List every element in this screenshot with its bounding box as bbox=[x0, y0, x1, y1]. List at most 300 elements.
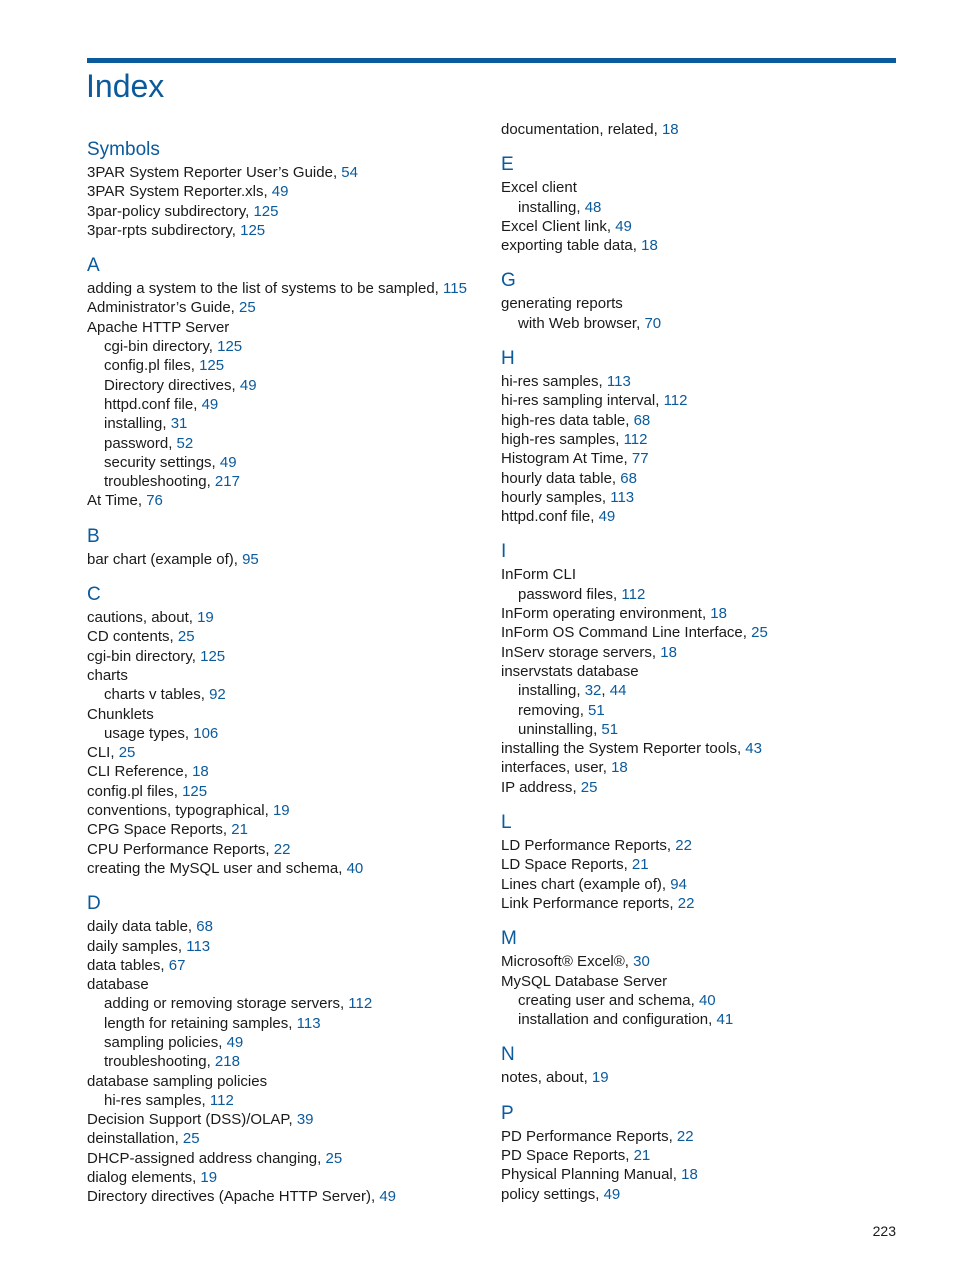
index-section-continued bbox=[501, 120, 906, 139]
page-link[interactable]: 125 bbox=[217, 338, 243, 356]
entry-separator: , bbox=[583, 1069, 592, 1087]
page-link[interactable]: 18 bbox=[661, 121, 679, 138]
entry-term: daily samples bbox=[87, 937, 178, 955]
page-link[interactable]: 68 bbox=[620, 469, 637, 487]
page-link[interactable]: 18 bbox=[681, 1166, 698, 1184]
entry-separator: , bbox=[593, 720, 602, 738]
entry-separator: , bbox=[672, 1166, 682, 1184]
entry-term: 3par-rpts subdirectory bbox=[87, 221, 232, 239]
entry-separator: , bbox=[636, 314, 645, 332]
entry-separator: , bbox=[666, 837, 676, 855]
index-entry bbox=[501, 1146, 906, 1165]
index-entry bbox=[501, 836, 906, 855]
page-link[interactable]: 113 bbox=[606, 373, 631, 391]
page-link[interactable]: 40 bbox=[698, 991, 716, 1009]
index-section-i bbox=[501, 540, 906, 797]
index-subentry bbox=[87, 1014, 492, 1033]
entry-separator: , bbox=[162, 415, 171, 433]
page-link[interactable]: 22 bbox=[675, 837, 692, 855]
entry-term: cautions, about bbox=[87, 609, 189, 627]
entry-term: usage types bbox=[104, 724, 185, 742]
entry-separator: , bbox=[613, 585, 622, 603]
entry-term: Directory directives (Apache HTTP Server) bbox=[87, 1188, 371, 1206]
entry-separator: , bbox=[690, 991, 699, 1009]
index-section-e bbox=[501, 153, 906, 255]
page-link[interactable]: 113 bbox=[296, 1014, 321, 1032]
page-link[interactable]: 92 bbox=[209, 686, 226, 704]
entry-term: daily data table bbox=[87, 918, 188, 936]
entry-term: Histogram At Time bbox=[501, 450, 624, 468]
entry-term: documentation, related bbox=[501, 121, 654, 138]
entry-term: Excel client bbox=[501, 179, 577, 197]
page-link[interactable]: 125 bbox=[200, 647, 226, 665]
page-link[interactable]: 44 bbox=[609, 682, 627, 700]
index-entry bbox=[501, 894, 906, 913]
entry-separator: , bbox=[624, 953, 634, 971]
index-entry bbox=[87, 743, 492, 762]
index-entry bbox=[501, 1165, 906, 1184]
entry-term: hourly samples bbox=[501, 488, 602, 506]
page-link[interactable]: 18 bbox=[192, 763, 209, 781]
entry-separator: , bbox=[211, 453, 220, 471]
entry-term: InForm operating environment bbox=[501, 605, 702, 623]
entry-term: cgi-bin directory bbox=[87, 647, 192, 665]
page-link[interactable]: 25 bbox=[580, 778, 598, 796]
index-entry bbox=[501, 623, 906, 642]
entry-separator: , bbox=[230, 299, 240, 317]
page-link[interactable]: 48 bbox=[584, 198, 602, 216]
entry-term: hi-res sampling interval bbox=[501, 392, 656, 410]
entry-term: At Time bbox=[87, 492, 138, 510]
page-link[interactable]: 49 bbox=[603, 1185, 621, 1203]
entry-separator: , bbox=[265, 840, 274, 858]
index-section-l bbox=[501, 811, 906, 913]
index-entry bbox=[87, 647, 492, 666]
entry-term: generating reports bbox=[501, 295, 623, 313]
index-entry bbox=[87, 1110, 492, 1129]
entry-term: InForm OS Command Line Interface bbox=[501, 624, 743, 642]
entry-separator: , bbox=[625, 1146, 634, 1164]
entry-separator: , bbox=[625, 411, 634, 429]
index-subentry bbox=[87, 337, 492, 356]
index-entry bbox=[87, 801, 492, 820]
entry-term: Decision Support (DSS)/OLAP bbox=[87, 1111, 289, 1129]
page-link[interactable]: 54 bbox=[341, 164, 358, 181]
index-entry bbox=[501, 972, 906, 991]
page-link[interactable]: 18 bbox=[660, 643, 677, 661]
page-link[interactable]: 21 bbox=[231, 821, 248, 839]
section-gap bbox=[501, 255, 906, 269]
page-link[interactable]: 106 bbox=[193, 724, 219, 742]
section-gap bbox=[87, 511, 492, 525]
index-entry bbox=[87, 318, 492, 337]
entry-separator: , bbox=[669, 894, 678, 912]
section-gap bbox=[501, 333, 906, 347]
index-entry bbox=[501, 236, 906, 255]
page-link[interactable]: 51 bbox=[601, 720, 619, 738]
entry-term: MySQL Database Server bbox=[501, 972, 668, 990]
entry-term: password bbox=[104, 434, 169, 452]
page-link[interactable]: 113 bbox=[610, 488, 635, 506]
page-link[interactable]: 39 bbox=[296, 1111, 314, 1129]
entry-term: InServ storage servers bbox=[501, 643, 652, 661]
entry-separator: , bbox=[231, 221, 241, 239]
index-entry bbox=[87, 762, 492, 781]
page-link[interactable]: 68 bbox=[633, 411, 651, 429]
page-link[interactable]: 125 bbox=[253, 202, 279, 220]
section-heading: Symbols bbox=[87, 139, 160, 160]
entry-separator: , bbox=[190, 357, 200, 375]
entry-separator: , bbox=[201, 1091, 210, 1109]
page-link[interactable]: 31 bbox=[170, 415, 188, 433]
index-entry bbox=[87, 221, 492, 240]
entry-separator: , bbox=[606, 217, 616, 235]
section-gap bbox=[501, 139, 906, 153]
entry-separator: , bbox=[598, 373, 607, 391]
index-section-m bbox=[501, 927, 906, 1029]
entry-separator: , bbox=[615, 430, 624, 448]
page-link[interactable]: 77 bbox=[631, 450, 649, 468]
index-section-symbols bbox=[87, 138, 492, 240]
entry-separator: , bbox=[651, 643, 661, 661]
index-subentry bbox=[87, 472, 492, 491]
page-link[interactable]: 70 bbox=[644, 314, 662, 332]
page-link[interactable]: 49 bbox=[598, 508, 616, 526]
page-link[interactable]: 112 bbox=[348, 995, 373, 1013]
entry-term: high-res data table bbox=[501, 411, 626, 429]
page-link[interactable]: 49 bbox=[201, 395, 219, 413]
entry-separator: , bbox=[206, 1053, 215, 1071]
entry-term: troubleshooting bbox=[104, 1053, 207, 1071]
index-entry bbox=[501, 1068, 906, 1087]
entry-term: LD Space Reports bbox=[501, 856, 624, 874]
entry-separator: , bbox=[208, 338, 218, 356]
page-link[interactable]: 218 bbox=[214, 1053, 240, 1071]
page-link[interactable]: 25 bbox=[182, 1130, 200, 1148]
page-link[interactable]: 125 bbox=[199, 357, 225, 375]
index-section-c bbox=[87, 583, 492, 878]
entry-term: conventions, typographical bbox=[87, 802, 265, 820]
index-entry bbox=[87, 782, 492, 801]
page-link[interactable]: 112 bbox=[621, 585, 646, 603]
page-link[interactable]: 94 bbox=[670, 875, 687, 893]
index-entry bbox=[87, 1149, 492, 1168]
index-subentry bbox=[87, 1052, 492, 1071]
section-gap bbox=[501, 797, 906, 811]
index-entry bbox=[501, 449, 906, 468]
index-subentry bbox=[87, 395, 492, 414]
entry-term: exporting table data bbox=[501, 237, 633, 255]
page-title: Index bbox=[86, 68, 165, 104]
page-link[interactable]: 113 bbox=[186, 937, 211, 955]
section-heading: L bbox=[501, 812, 512, 834]
page-link[interactable]: 51 bbox=[588, 701, 605, 719]
page-link[interactable]: 25 bbox=[325, 1149, 343, 1167]
entry-term: hourly data table bbox=[501, 469, 612, 487]
section-gap bbox=[87, 569, 492, 583]
page-link[interactable]: 18 bbox=[641, 237, 658, 255]
entry-separator: , bbox=[233, 550, 243, 568]
entry-separator: , bbox=[434, 280, 444, 298]
index-subentry bbox=[87, 724, 492, 743]
index-entry bbox=[501, 739, 906, 758]
page-link[interactable]: 22 bbox=[677, 894, 695, 912]
index-column-left bbox=[87, 138, 492, 1207]
index-entry bbox=[87, 820, 492, 839]
page-link[interactable]: 19 bbox=[272, 802, 290, 820]
entry-term: DHCP-assigned address changing bbox=[87, 1149, 318, 1167]
index-subentry bbox=[87, 685, 492, 704]
page-link[interactable]: 115 bbox=[443, 280, 467, 298]
entry-separator: , bbox=[632, 237, 642, 255]
entry-separator: , bbox=[222, 821, 232, 839]
page-link[interactable]: 25 bbox=[239, 299, 256, 317]
index-entry bbox=[501, 391, 906, 410]
entry-term: CPU Performance Reports bbox=[87, 840, 266, 858]
entry-separator: , bbox=[661, 875, 671, 893]
entry-term: charts v tables bbox=[104, 686, 201, 704]
entry-separator: , bbox=[191, 647, 201, 665]
entry-separator: , bbox=[169, 628, 178, 646]
index-entry bbox=[87, 937, 492, 956]
section-heading: N bbox=[501, 1044, 515, 1066]
entry-separator: , bbox=[137, 492, 147, 510]
index-subentry bbox=[87, 356, 492, 375]
page-link[interactable]: 217 bbox=[214, 473, 240, 491]
entry-term: database sampling policies bbox=[87, 1072, 268, 1090]
entry-term: PD Space Reports bbox=[501, 1146, 626, 1164]
entry-term: cgi-bin directory bbox=[104, 338, 209, 356]
section-heading: C bbox=[87, 584, 101, 606]
entry-separator: , bbox=[708, 1011, 717, 1029]
index-entry bbox=[87, 627, 492, 646]
index-entry bbox=[501, 1127, 906, 1146]
index-subentry bbox=[87, 376, 492, 395]
index-entry bbox=[87, 1187, 492, 1206]
page-link[interactable]: 19 bbox=[200, 1169, 218, 1187]
entry-separator: , bbox=[668, 1127, 677, 1145]
index-entry bbox=[501, 411, 906, 430]
page-link[interactable]: 49 bbox=[219, 453, 237, 471]
page-link[interactable]: 19 bbox=[197, 609, 214, 627]
entry-separator: , bbox=[339, 995, 349, 1013]
entry-separator: , bbox=[572, 778, 581, 796]
index-entry bbox=[87, 298, 492, 317]
entry-separator: , bbox=[655, 392, 664, 410]
entry-separator: , bbox=[653, 121, 662, 138]
entry-separator: , bbox=[188, 609, 198, 627]
index-subentry bbox=[87, 1091, 492, 1110]
entry-term: creating the MySQL user and schema bbox=[87, 859, 339, 877]
section-heading: D bbox=[87, 893, 101, 915]
entry-term: LD Performance Reports bbox=[501, 837, 667, 855]
index-column-right bbox=[501, 120, 906, 1204]
index-entry bbox=[501, 565, 906, 584]
entry-term: dialog elements bbox=[87, 1169, 193, 1187]
page-link[interactable]: 40 bbox=[346, 859, 364, 877]
page-link[interactable]: 21 bbox=[633, 1146, 651, 1164]
index-entry bbox=[501, 875, 906, 894]
index-section-h bbox=[501, 347, 906, 526]
index-entry bbox=[87, 859, 492, 878]
page-link[interactable]: 25 bbox=[751, 624, 768, 642]
entry-term: Directory directives bbox=[104, 376, 232, 394]
page-link[interactable]: 25 bbox=[118, 744, 136, 762]
entry-separator: , bbox=[173, 782, 183, 800]
page-link[interactable]: 125 bbox=[240, 221, 266, 239]
entry-term: password files bbox=[518, 585, 614, 603]
page-link[interactable]: 30 bbox=[633, 953, 650, 971]
title-rule bbox=[87, 58, 896, 63]
index-section-d bbox=[87, 892, 492, 1206]
index-entry bbox=[87, 202, 492, 221]
page-link[interactable]: 43 bbox=[745, 740, 762, 758]
entry-term: creating user and schema bbox=[518, 991, 691, 1009]
index-entry bbox=[87, 975, 492, 994]
section-heading: M bbox=[501, 928, 517, 950]
entry-separator: , bbox=[263, 183, 272, 201]
entry-term: config.pl files bbox=[87, 782, 174, 800]
entry-separator: , bbox=[601, 488, 611, 506]
entry-term: charts bbox=[87, 666, 128, 684]
section-gap bbox=[501, 526, 906, 540]
page-link[interactable]: 67 bbox=[168, 956, 186, 974]
index-entry bbox=[87, 840, 492, 859]
page-link[interactable]: 95 bbox=[242, 550, 259, 568]
entry-term: adding a system to the list of systems to be sampled bbox=[87, 280, 435, 298]
index-subentry bbox=[501, 701, 906, 720]
entry-separator: , bbox=[200, 686, 210, 704]
page-link[interactable]: 68 bbox=[196, 918, 213, 936]
page-link[interactable]: 49 bbox=[615, 217, 632, 235]
entry-separator: , bbox=[332, 164, 342, 181]
page-link[interactable]: 49 bbox=[239, 376, 257, 394]
entry-term: Lines chart (example of) bbox=[501, 875, 662, 893]
index-subentry bbox=[501, 720, 906, 739]
page-link[interactable]: 32 bbox=[584, 682, 602, 700]
page-link[interactable]: 76 bbox=[146, 492, 163, 510]
entry-separator: , bbox=[576, 198, 585, 216]
entry-term: httpd.conf file bbox=[104, 395, 194, 413]
section-heading: H bbox=[501, 348, 515, 370]
entry-separator: , bbox=[623, 856, 632, 874]
entry-separator: , bbox=[338, 859, 347, 877]
entry-term: database bbox=[87, 976, 149, 994]
page-link[interactable]: 112 bbox=[623, 430, 648, 448]
section-gap bbox=[87, 240, 492, 254]
page-link[interactable]: 49 bbox=[379, 1188, 396, 1206]
index-entry bbox=[501, 430, 906, 449]
entry-term: CD contents bbox=[87, 628, 170, 646]
entry-term: notes, about bbox=[501, 1069, 584, 1087]
index-entry bbox=[87, 666, 492, 685]
entry-separator: , bbox=[370, 1188, 380, 1206]
entry-term: CLI Reference bbox=[87, 763, 184, 781]
page-link[interactable]: 18 bbox=[611, 759, 628, 777]
entry-separator: , bbox=[579, 701, 589, 719]
section-heading: E bbox=[501, 154, 514, 176]
page-link[interactable]: 125 bbox=[182, 782, 208, 800]
index-entry bbox=[501, 178, 906, 197]
entry-separator: , bbox=[288, 1014, 297, 1032]
entry-term: installing bbox=[104, 415, 163, 433]
index-entry bbox=[501, 372, 906, 391]
entry-separator: , bbox=[206, 473, 215, 491]
entry-term: InForm CLI bbox=[501, 566, 577, 584]
page-link[interactable]: 52 bbox=[176, 434, 194, 452]
index-subentry bbox=[501, 198, 906, 217]
index-entry bbox=[87, 279, 492, 298]
entry-term: high-res samples bbox=[501, 430, 616, 448]
section-heading: G bbox=[501, 270, 516, 292]
page-link[interactable]: 112 bbox=[663, 392, 688, 410]
entry-term: security settings bbox=[104, 453, 212, 471]
page-link[interactable]: 25 bbox=[177, 628, 195, 646]
page-link[interactable]: 22 bbox=[676, 1127, 694, 1145]
entry-term: config.pl files bbox=[104, 357, 191, 375]
entry-term: Link Performance reports bbox=[501, 894, 670, 912]
entry-separator: , bbox=[601, 682, 610, 700]
index-subentry bbox=[87, 1033, 492, 1052]
entry-separator: , bbox=[231, 376, 240, 394]
page-link[interactable]: 22 bbox=[273, 840, 291, 858]
entry-term: Apache HTTP Server bbox=[87, 318, 230, 336]
index-section-p bbox=[501, 1102, 906, 1204]
entry-separator: , bbox=[110, 744, 119, 762]
index-entry bbox=[501, 643, 906, 662]
index-subentry bbox=[501, 314, 906, 333]
page-link[interactable]: 49 bbox=[226, 1033, 244, 1051]
entry-term: CLI bbox=[87, 744, 111, 762]
page-number: 223 bbox=[872, 1223, 896, 1239]
index-subentry bbox=[501, 1010, 906, 1029]
index-entry bbox=[87, 182, 492, 201]
section-gap bbox=[87, 878, 492, 892]
page-link[interactable]: 112 bbox=[209, 1091, 234, 1109]
index-entry bbox=[87, 956, 492, 975]
entry-term: Chunklets bbox=[87, 705, 154, 723]
entry-separator: , bbox=[264, 802, 273, 820]
entry-separator: , bbox=[177, 937, 187, 955]
entry-separator: , bbox=[742, 624, 752, 642]
index-section-b bbox=[87, 525, 492, 569]
page-link[interactable]: 18 bbox=[710, 605, 727, 623]
section-gap bbox=[501, 913, 906, 927]
entry-separator: , bbox=[183, 763, 193, 781]
index-subentry bbox=[87, 453, 492, 472]
page-link[interactable]: 19 bbox=[591, 1069, 609, 1087]
page-link[interactable]: 49 bbox=[271, 183, 289, 201]
section-gap bbox=[501, 1029, 906, 1043]
index-section-g bbox=[501, 269, 906, 333]
index-section-n bbox=[501, 1043, 906, 1087]
entry-separator: , bbox=[160, 956, 169, 974]
index-entry bbox=[87, 1129, 492, 1148]
index-subentry bbox=[501, 991, 906, 1010]
page-link[interactable]: 41 bbox=[716, 1011, 734, 1029]
entry-term: removing bbox=[518, 701, 580, 719]
index-entry bbox=[87, 1168, 492, 1187]
entry-term: Microsoft® Excel® bbox=[501, 953, 625, 971]
entry-separator: , bbox=[218, 1033, 227, 1051]
section-heading: B bbox=[87, 525, 100, 547]
entry-term: bar chart (example of) bbox=[87, 550, 234, 568]
page-link[interactable]: 21 bbox=[631, 856, 649, 874]
entry-separator: , bbox=[317, 1149, 326, 1167]
section-gap bbox=[501, 1088, 906, 1102]
entry-term: httpd.conf file bbox=[501, 508, 591, 526]
index-entry bbox=[501, 1185, 906, 1204]
